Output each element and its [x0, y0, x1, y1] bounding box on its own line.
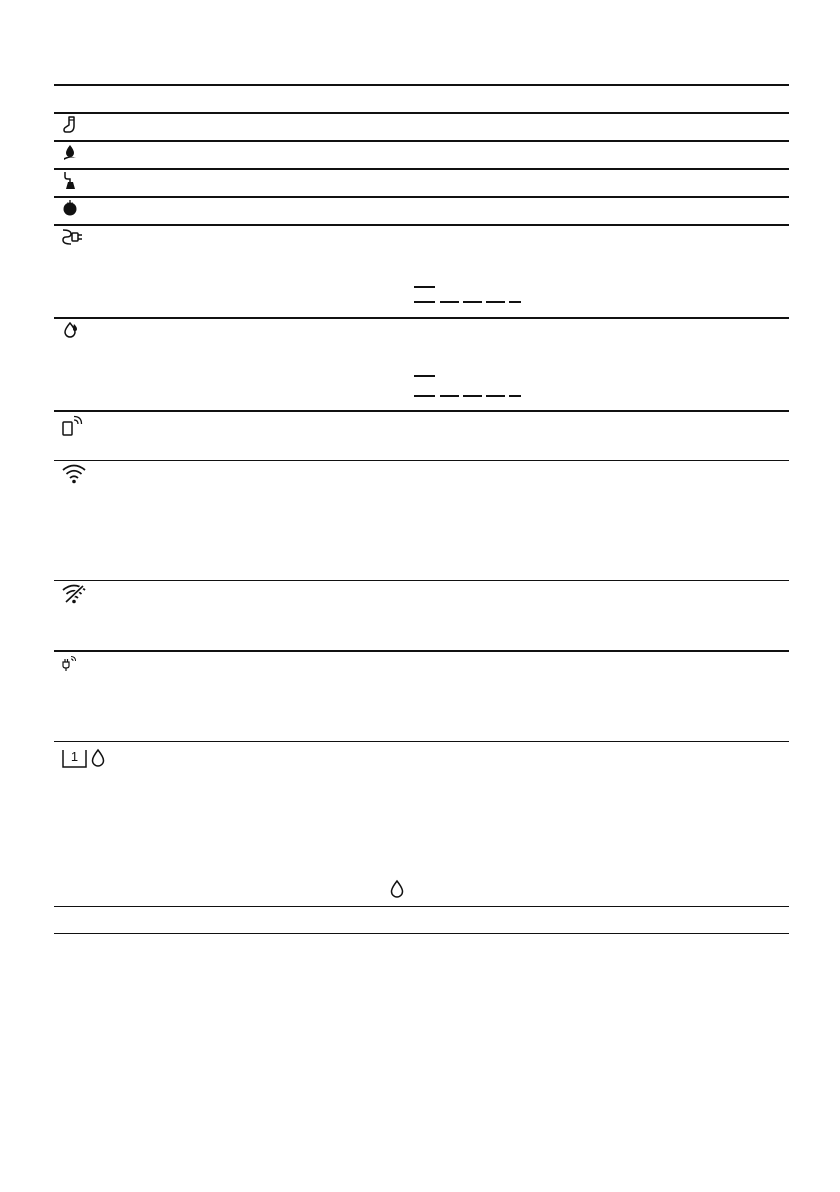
row-separator — [54, 317, 789, 319]
dosing-drop-icon — [91, 748, 105, 768]
wifi-icon — [62, 464, 86, 484]
row-separator — [54, 140, 789, 142]
drop-icon — [62, 321, 80, 339]
display-segment — [486, 301, 505, 303]
display-segment — [414, 395, 435, 397]
hose-plug-icon — [61, 227, 85, 247]
table-bottom-rule — [54, 933, 789, 934]
row-separator — [54, 112, 789, 114]
display-segment — [463, 301, 482, 303]
wifi-off-icon — [62, 584, 86, 604]
display-segment — [486, 395, 505, 397]
brush-icon — [62, 171, 78, 191]
table-top-rule — [54, 84, 789, 86]
row-separator — [54, 196, 789, 198]
display-segment — [509, 395, 521, 397]
display-segment — [509, 301, 521, 303]
dosing-compartment-icon — [62, 747, 88, 769]
sock-icon — [63, 116, 77, 134]
dosing-number: 1 — [70, 749, 79, 764]
tomato-icon — [62, 199, 78, 217]
remote-phone-icon — [61, 415, 83, 437]
plug-signal-icon — [61, 655, 77, 673]
row-separator — [54, 741, 789, 742]
display-segment — [414, 286, 435, 288]
inline-drop-icon — [390, 879, 404, 899]
display-segment — [414, 301, 435, 303]
row-separator — [54, 580, 789, 581]
row-separator — [54, 224, 789, 226]
display-segment — [440, 301, 459, 303]
row-separator — [54, 410, 789, 412]
display-segment — [440, 395, 459, 397]
display-segment — [414, 375, 435, 377]
row-separator — [54, 168, 789, 170]
row-separator — [54, 906, 789, 907]
row-separator — [54, 650, 789, 652]
stain-drop-icon — [62, 144, 78, 162]
row-separator — [54, 460, 789, 461]
display-segment — [463, 395, 482, 397]
